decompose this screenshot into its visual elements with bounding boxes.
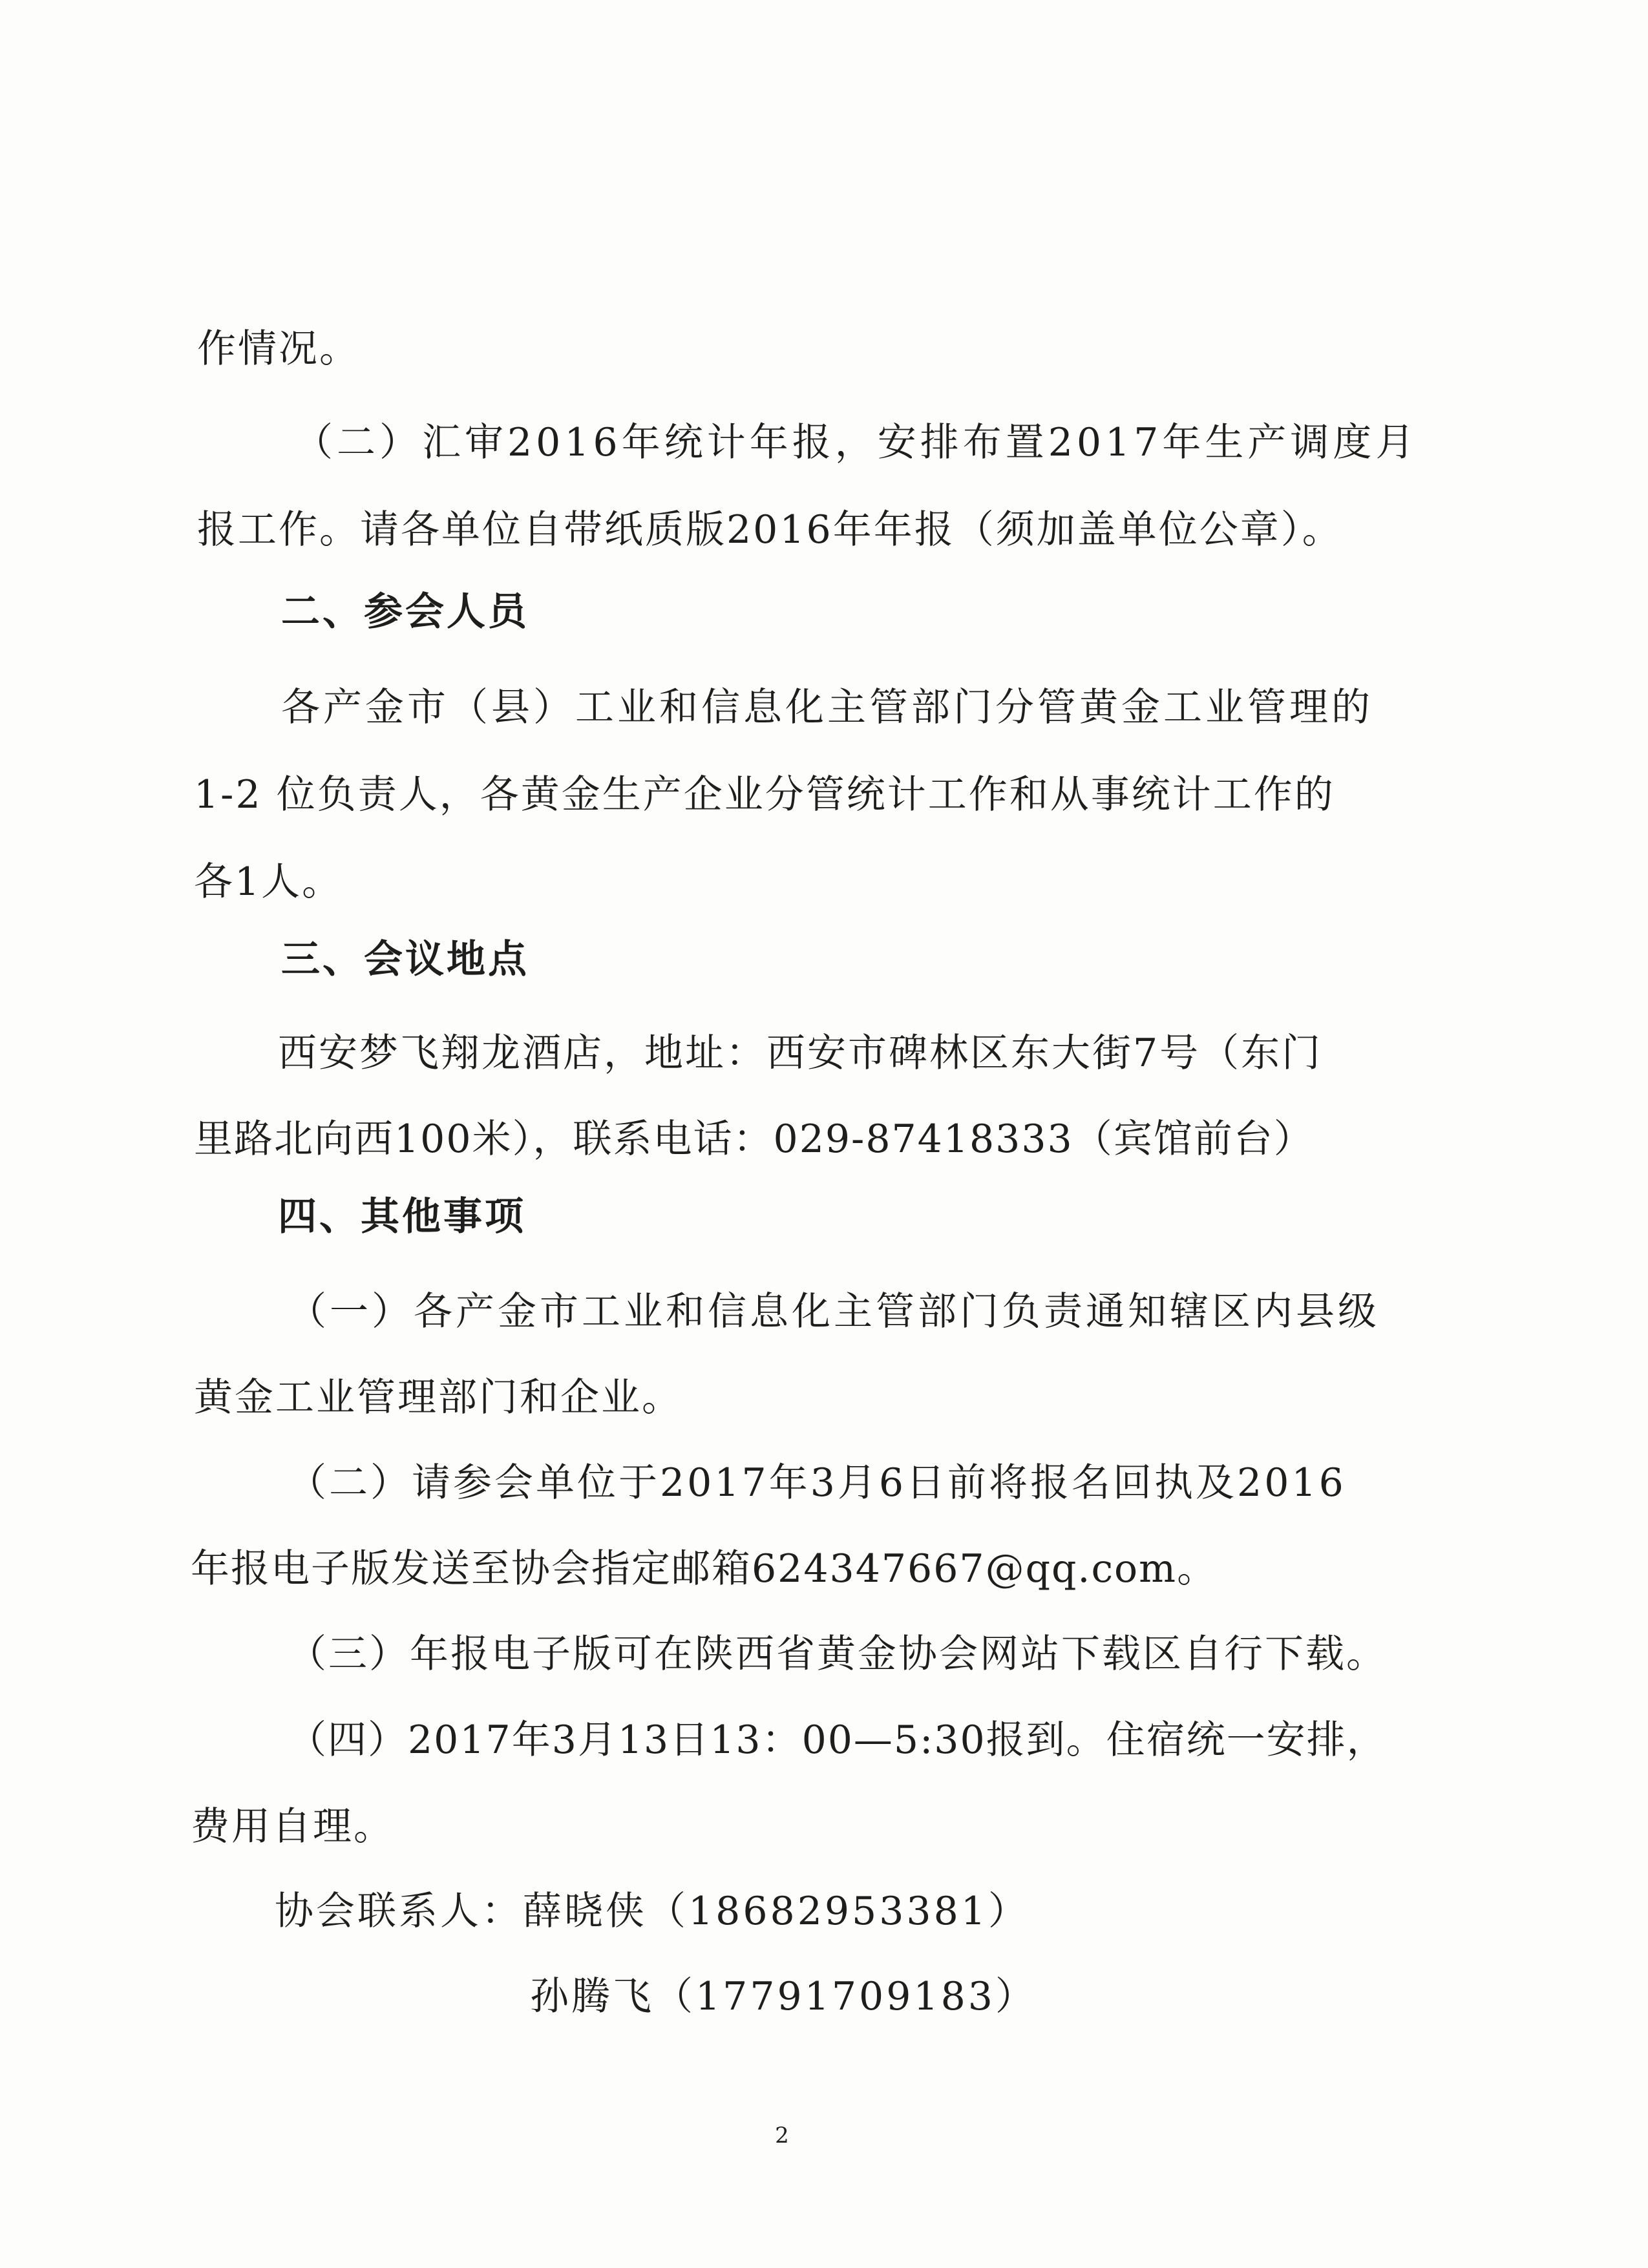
paragraph-line: 作情况。 [197, 326, 360, 372]
contact-line: 孙腾飞（17791709183） [530, 1974, 1037, 2019]
paragraph-line: （三）年报电子版可在陕西省黄金协会网站下载区自行下载。 [288, 1632, 1387, 1677]
paragraph-line: 黄金工业管理部门和企业。 [194, 1375, 682, 1420]
paragraph-line: （二）汇审2016年统计年报，安排布置2017年生产调度月 [294, 420, 1419, 465]
paragraph-line: （一）各产金市工业和信息化主管部门负责通知辖区内县级 [288, 1289, 1380, 1334]
paragraph-line: 年报电子版发送至协会指定邮箱624347667@qq.com。 [191, 1546, 1218, 1591]
paragraph-line: 费用自理。 [191, 1804, 394, 1849]
paragraph-line: （二）请参会单位于2017年3月6日前将报名回执及2016 [288, 1460, 1346, 1506]
paragraph-line: 里路北向西100米），联系电话：029-87418333（宾馆前台） [194, 1117, 1314, 1162]
section-heading-venue: 三、会议地点 [281, 937, 529, 982]
paragraph-line: 报工作。请各单位自带纸质版2016年年报（须加盖单位公章）。 [197, 507, 1343, 552]
contact-line: 协会联系人：薛晓侠（18682953381） [275, 1889, 1030, 1934]
paragraph-line: 西安梦飞翔龙酒店，地址：西安市碑林区东大街7号（东门 [278, 1031, 1323, 1076]
paragraph-line: 各产金市（县）工业和信息化主管部门分管黄金工业管理的 [281, 685, 1373, 730]
section-heading-attendees: 二、参会人员 [281, 589, 529, 635]
page-number: 2 [775, 2123, 789, 2148]
paragraph-line: （四）2017年3月13日13：00—5:30报到。住宿统一安排， [288, 1717, 1387, 1763]
paragraph-line: 各1人。 [194, 859, 343, 905]
section-heading-other: 四、其他事项 [278, 1194, 526, 1239]
paragraph-line: 1-2 位负责人，各黄金生产企业分管统计工作和从事统计工作的 [194, 772, 1335, 817]
